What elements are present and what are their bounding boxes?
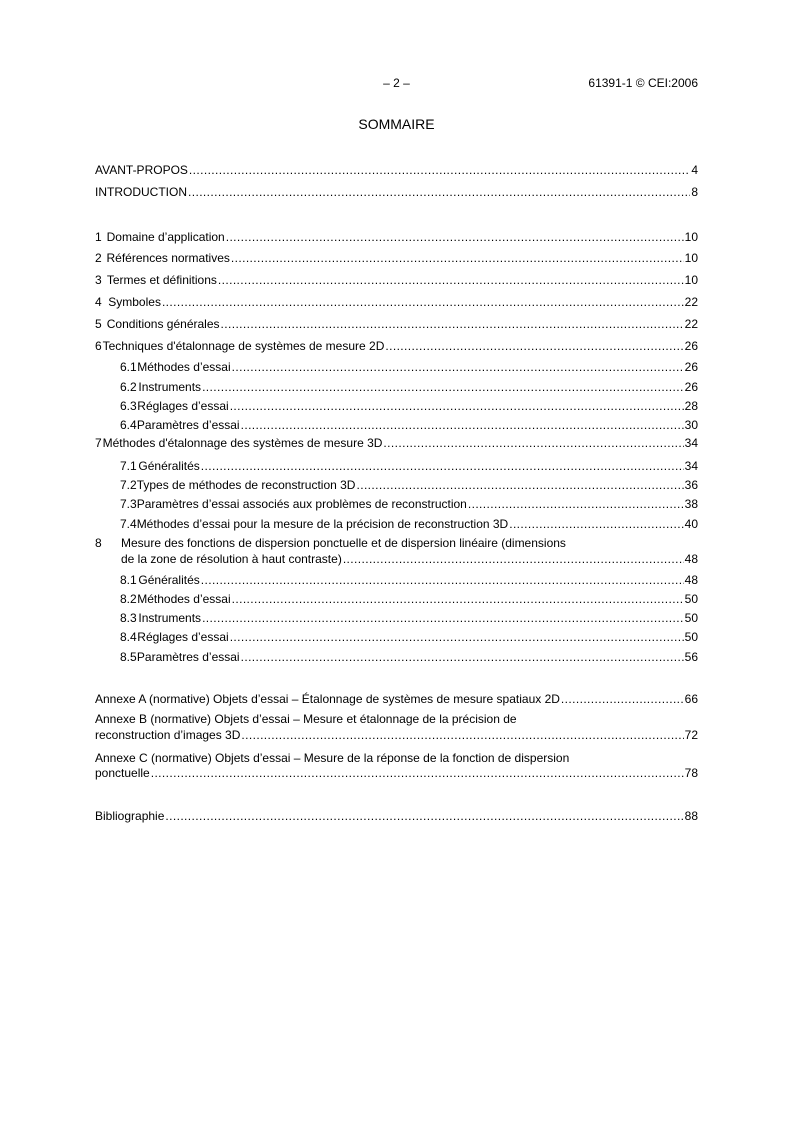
leader-dots [241,650,684,664]
leader-dots [226,230,684,244]
toc-page: 50 [684,611,698,625]
toc-page: 88 [684,809,698,823]
toc-label: INTRODUCTION [95,185,187,199]
toc-label: Domaine d’application [106,230,225,244]
toc-page: 8 [691,185,698,199]
toc-label: Réglages d’essai [137,399,229,413]
toc-entry-section-4[interactable] [95,295,698,309]
toc-label-line1: Annexe B (normative) Objets d’essai – Mesure et étalonnage de la précision de [95,712,517,726]
toc-label: Symboles [108,295,161,309]
leader-dots [356,478,683,492]
toc-line-first [95,751,698,765]
toc-page: 48 [684,573,698,587]
toc-number: 6.3 [120,399,137,413]
leader-dots [201,573,684,587]
toc-number: 6.2 [120,380,137,394]
toc-entry-section-6-1[interactable] [120,360,698,374]
toc-number: 4 [95,295,102,309]
toc-label: Généralités [138,573,200,587]
toc-entry-section-8-2[interactable] [120,592,698,606]
leader-dots [221,317,684,331]
toc-label: Conditions générales [106,317,220,331]
toc-page: 34 [684,436,698,450]
toc-number: 8.4 [120,630,137,644]
leader-dots [232,360,684,374]
leader-dots [165,809,683,823]
toc-entry-section-6-2[interactable] [120,380,698,394]
toc-line-first [95,536,698,550]
leader-dots [151,766,684,780]
toc-entry-section-8-4[interactable] [120,630,698,644]
toc-entry-section-6[interactable] [95,339,698,353]
toc-entry-section-7-3[interactable] [120,497,698,511]
toc-entry-section-3[interactable] [95,273,698,287]
toc-page: 26 [684,360,698,374]
toc-label: Instruments [138,611,202,625]
leader-dots [201,459,684,473]
leader-dots [230,630,684,644]
toc-label: Méthodes d’essai pour la mesure de la précision de reconstruction 3D [136,517,509,531]
toc-line-second [95,766,698,780]
page-header [95,76,698,92]
toc-entry-section-5[interactable] [95,317,698,331]
toc-line-second [95,728,698,742]
toc-entry-section-8-3[interactable] [120,611,698,625]
toc-label: Instruments [138,380,202,394]
toc-page: 66 [684,692,698,706]
toc-entry-section-6-4[interactable] [120,418,698,432]
toc-page: 30 [684,418,698,432]
toc-label: Techniques d'étalonnage de systèmes de mesure 2D [102,339,385,353]
toc-number: 5 [95,317,102,331]
toc-page: 10 [684,230,698,244]
leader-dots [383,436,683,450]
toc-entry-section-2[interactable] [95,251,698,265]
toc-label: reconstruction d’images 3D [95,728,241,742]
toc-label: Annexe A (normative) Objets d’essai – Étalonnage de systèmes de mesure spatiaux 2D [95,692,560,706]
toc-line-first [95,712,698,726]
toc-number: 7 [95,436,102,450]
toc-entry-section-6-3[interactable] [120,399,698,413]
toc-page: 36 [684,478,698,492]
toc-page: 10 [684,273,698,287]
toc-label: AVANT-PROPOS [95,163,188,177]
toc-label: Réglages d’essai [137,630,229,644]
toc-number: 7.4 [120,517,137,531]
leader-dots [343,552,684,566]
toc-number: 1 [95,230,102,244]
toc-label: de la zone de résolution à haut contraste) [121,552,342,566]
leader-dots [230,399,684,413]
leader-dots [218,273,684,287]
toc-page: 4 [691,163,698,177]
toc-page: 38 [684,497,698,511]
toc-page: 28 [684,399,698,413]
toc-label: Bibliographie [95,809,165,823]
toc-label: Paramètres d’essai [136,418,240,432]
toc-number: 7.1 [120,459,137,473]
toc-label: Paramètres d’essai [136,650,240,664]
toc-number: 3 [95,273,102,287]
toc-page: 22 [684,317,698,331]
toc-number: 8.3 [120,611,137,625]
leader-dots [241,418,684,432]
toc-page: 56 [684,650,698,664]
leader-dots [162,295,684,309]
toc-page: 50 [684,630,698,644]
toc-number: 8.2 [120,592,137,606]
toc-number: 8 [95,536,102,550]
toc-page: 22 [684,295,698,309]
toc-page: 34 [684,459,698,473]
leader-dots [202,380,684,394]
toc-number: 2 [95,251,102,265]
toc-label: Termes et définitions [106,273,217,287]
leader-dots [232,592,684,606]
leader-dots [509,517,683,531]
toc-label-line1: Mesure des fonctions de dispersion ponctuelle et de dispersion linéaire (dimensions [121,536,566,550]
toc-label: Références normatives [106,251,230,265]
toc-number: 6 [95,339,102,353]
toc-entry-bibliographie[interactable] [95,809,698,823]
toc-page: 26 [684,339,698,353]
leader-dots [561,692,684,706]
toc-number: 7.2 [120,478,137,492]
leader-dots [188,185,690,199]
leader-dots [202,611,684,625]
leader-dots [241,728,683,742]
toc-page: 78 [684,766,698,780]
document-reference: 61391-1 © CEI:2006 [588,76,698,90]
toc-number: 8.5 [120,650,137,664]
toc-line-second [121,552,698,566]
toc-number: 8.1 [120,573,137,587]
toc-page: 10 [684,251,698,265]
toc-label: Méthodes d’essai [137,592,231,606]
toc-entry-section-7-4[interactable] [120,517,698,531]
toc-number: 7.3 [120,497,137,511]
toc-entry-section-7-1[interactable] [120,459,698,473]
toc-label: Méthodes d'étalonnage des systèmes de mesure 3D [102,436,383,450]
toc-page: 40 [684,517,698,531]
leader-dots [231,251,684,265]
leader-dots [189,163,690,177]
toc-entry-section-1[interactable] [95,230,698,244]
toc-page: 50 [684,592,698,606]
toc-number: 6.4 [120,418,137,432]
toc-entry-section-7[interactable] [95,436,698,450]
leader-dots [468,497,684,511]
toc-label: Types de méthodes de reconstruction 3D [136,478,356,492]
toc-entry-section-7-2[interactable] [120,478,698,492]
page-number: – 2 – [383,76,410,90]
toc-label-line1: Annexe C (normative) Objets d’essai – Mesure de la réponse de la fonction de dispersion [95,751,570,765]
toc-label: Paramètres d’essai associés aux problèmes de reconstruction [136,497,467,511]
toc-entry-section-8-5[interactable] [120,650,698,664]
toc-entry-annex-a[interactable] [95,692,698,706]
toc-page: 26 [684,380,698,394]
toc-number: 6.1 [120,360,137,374]
toc-label: Méthodes d’essai [137,360,231,374]
leader-dots [385,339,683,353]
toc-page: 72 [684,728,698,742]
toc-page: 48 [684,552,698,566]
toc-label: Généralités [138,459,200,473]
page-title: SOMMAIRE [358,116,435,132]
toc-entry-introduction[interactable] [95,185,698,199]
toc-entry-avant-propos[interactable] [95,163,698,177]
toc-entry-section-8-1[interactable] [120,573,698,587]
toc-label: ponctuelle [95,766,150,780]
